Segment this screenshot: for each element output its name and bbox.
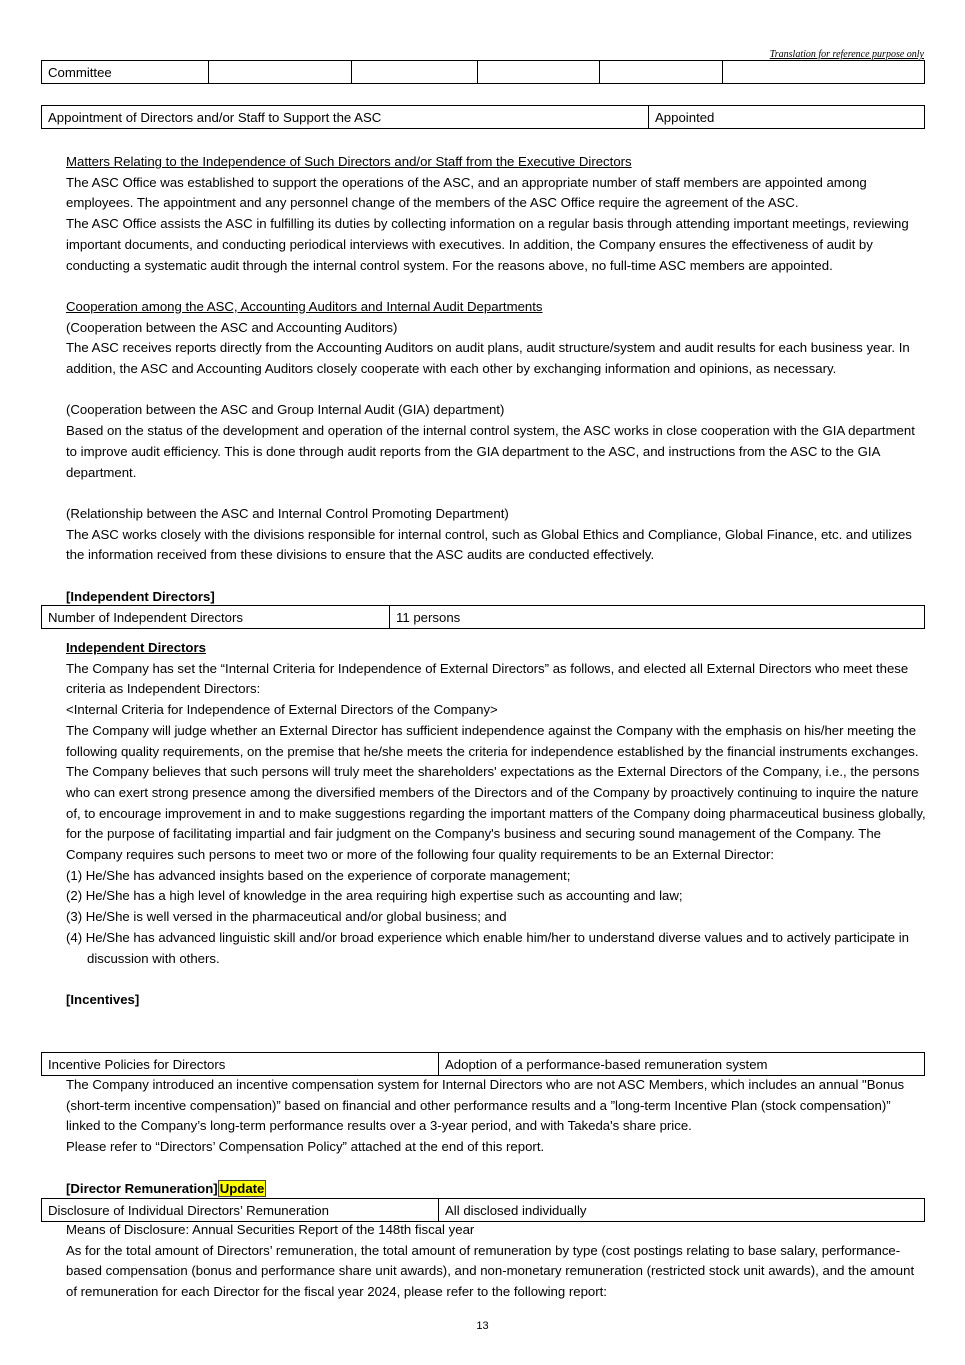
independent-directors-body	[66, 638, 926, 1011]
committee-cell	[723, 61, 925, 84]
paragraph: Means of Disclosure: Annual Securities Report of the 148th fiscal year	[66, 1222, 475, 1237]
remuneration-body	[66, 1220, 926, 1303]
paragraph: <Internal Criteria for Independence of External Directors of the Company>	[66, 702, 498, 718]
paragraph: Based on the status of the development and operation of the internal control system, the ASC works in close cooperation with the GIA department to improve audit efficiency. This is done through audit reports from the GIA department to the ASC, and instructions from the ASC to the GIA department.	[66, 423, 915, 480]
incentives-body	[66, 1075, 926, 1199]
remuneration-table	[41, 1198, 925, 1222]
incentive-policy-value: Adoption of a performance-based remuneration system	[439, 1053, 925, 1076]
list-item: (3) He/She is well versed in the pharmaceutical and/or global business; and	[66, 909, 507, 925]
committee-cell	[352, 61, 478, 84]
incentives-section-title: [Incentives]	[66, 991, 140, 1007]
appointment-value: Appointed	[649, 106, 925, 129]
list-item: (2) He/She has a high level of knowledge in the area requiring high expertise such as accounting and law;	[66, 888, 683, 904]
paragraph: The Company introduced an incentive compensation system for Internal Directors who are not ASC Members, which includes an annual "Bonus (short-term incentive compensation)” based on financial and other performance results and a ”long-term Incentive Plan (stock compensation)” linked to the Company’s long-term performance results over a 3-year period, and with Takeda's share price.	[66, 1077, 905, 1134]
subsection-title: (Relationship between the ASC and Internal Control Promoting Department)	[66, 505, 509, 521]
appointment-label: Appointment of Directors and/or Staff to Support the ASC	[42, 106, 649, 129]
incentives-table	[41, 1052, 925, 1076]
remuneration-disclosure-value: All disclosed individually	[439, 1199, 925, 1222]
table-row	[42, 1053, 925, 1076]
appointment-table	[41, 105, 925, 129]
independent-count-value: 11 persons	[390, 606, 925, 629]
remuneration-title-text: [Director Remuneration]	[66, 1180, 218, 1196]
translation-note: Translation for reference purpose only	[769, 49, 924, 60]
committee-table	[41, 60, 925, 84]
table-row	[42, 61, 925, 84]
remuneration-section-title	[66, 1179, 926, 1200]
independence-heading: Matters Relating to the Independence of Such Directors and/or Staff from the Executive Directors	[66, 154, 632, 169]
paragraph: The ASC Office assists the ASC in fulfilling its duties by collecting information on a regular basis through attending important meetings, reviewing important documents, and conducting periodical interviews with executives. In addition, the Company ensures the effectiveness of audit by conducting a systematic audit through the internal control system. For the reasons above, no full-time ASC members are appointed.	[66, 216, 909, 273]
asc-body	[66, 152, 926, 607]
subsection-title: (Cooperation between the ASC and Group Internal Audit (GIA) department)	[66, 402, 505, 418]
paragraph: The Company has set the “Internal Criteria for Independence of External Directors” as follows, and elected all External Directors who meet these criteria as Independent Directors:	[66, 660, 909, 697]
incentive-policy-label: Incentive Policies for Directors	[42, 1053, 439, 1076]
independent-directors-table	[41, 605, 925, 629]
table-row	[42, 606, 925, 629]
list-item: (4) He/She has advanced linguistic skill and/or broad experience which enable him/her to understand diverse values and to actively participate in discussion with others.	[66, 929, 910, 966]
table-row	[42, 1199, 925, 1222]
committee-label: Committee	[42, 61, 209, 84]
paragraph: Please refer to “Directors’ Compensation Policy” attached at the end of this report.	[66, 1139, 545, 1155]
table-row	[42, 106, 925, 129]
committee-cell	[209, 61, 352, 84]
independent-count-label: Number of Independent Directors	[42, 606, 390, 629]
remuneration-disclosure-label: Disclosure of Individual Directors’ Remuneration	[42, 1199, 439, 1222]
paragraph: The ASC Office was established to support the operations of the ASC, and an appropriate number of staff members are appointed among employees. The appointment and any personnel change of the members of the ASC Office require the agreement of the ASC.	[66, 174, 867, 211]
list-item: (1) He/She has advanced insights based on the experience of corporate management;	[66, 867, 571, 883]
cooperation-heading: Cooperation among the ASC, Accounting Auditors and Internal Audit Departments	[66, 298, 543, 314]
paragraph: As for the total amount of Directors’ remuneration, the total amount of remuneration by type (cost postings relating to base salary, performance-based compensation (bonus and performance share unit awards), and non-monetary remuneration (restricted stock unit awards), and the amount of remuneration for each Director for the fiscal year 2024, please refer to the following report:	[66, 1242, 915, 1300]
update-badge: Update	[219, 1180, 265, 1196]
paragraph: The ASC receives reports directly from the Accounting Auditors on audit plans, audit structure/system and audit results for each business year. In addition, the ASC and Accounting Auditors closely cooperate with each other by exchanging information and opinions, as necessary.	[66, 340, 910, 377]
committee-cell	[478, 61, 600, 84]
committee-cell	[600, 61, 723, 84]
subsection-title: (Cooperation between the ASC and Accounting Auditors)	[66, 319, 398, 335]
independent-directors-heading: Independent Directors	[66, 640, 206, 655]
independent-directors-section-title: [Independent Directors]	[66, 588, 215, 604]
paragraph: The Company believes that such persons will truly meet the shareholders' expectations as the External Directors of the Company, i.e., the persons who can exert strong presence among the diversified members of the Directors and of the Company by proactively continuing to inquire the nature of, to encourage improvement in and to make suggestions regarding the important matters of the Company doing pharmaceutical business globally, for the purpose of facilitating impartial and fair judgment on the Company's business and securing sound management of the Company. The Company requires such persons to meet two or more of the following four quality requirements to be an External Director:	[66, 764, 926, 863]
paragraph: The ASC works closely with the divisions responsible for internal control, such as Global Ethics and Compliance, Global Finance, etc. and utilizes the information received from these divisions to ensure that the ASC audits are conducted effectively.	[66, 526, 912, 563]
paragraph: The Company will judge whether an External Director has sufficient independence against the Company with the emphasis on his/her meeting the following quality requirements, on the premise that he/she meets the criteria for independence established by the financial instruments exchanges.	[66, 722, 919, 759]
page-number: 13	[476, 1320, 489, 1332]
